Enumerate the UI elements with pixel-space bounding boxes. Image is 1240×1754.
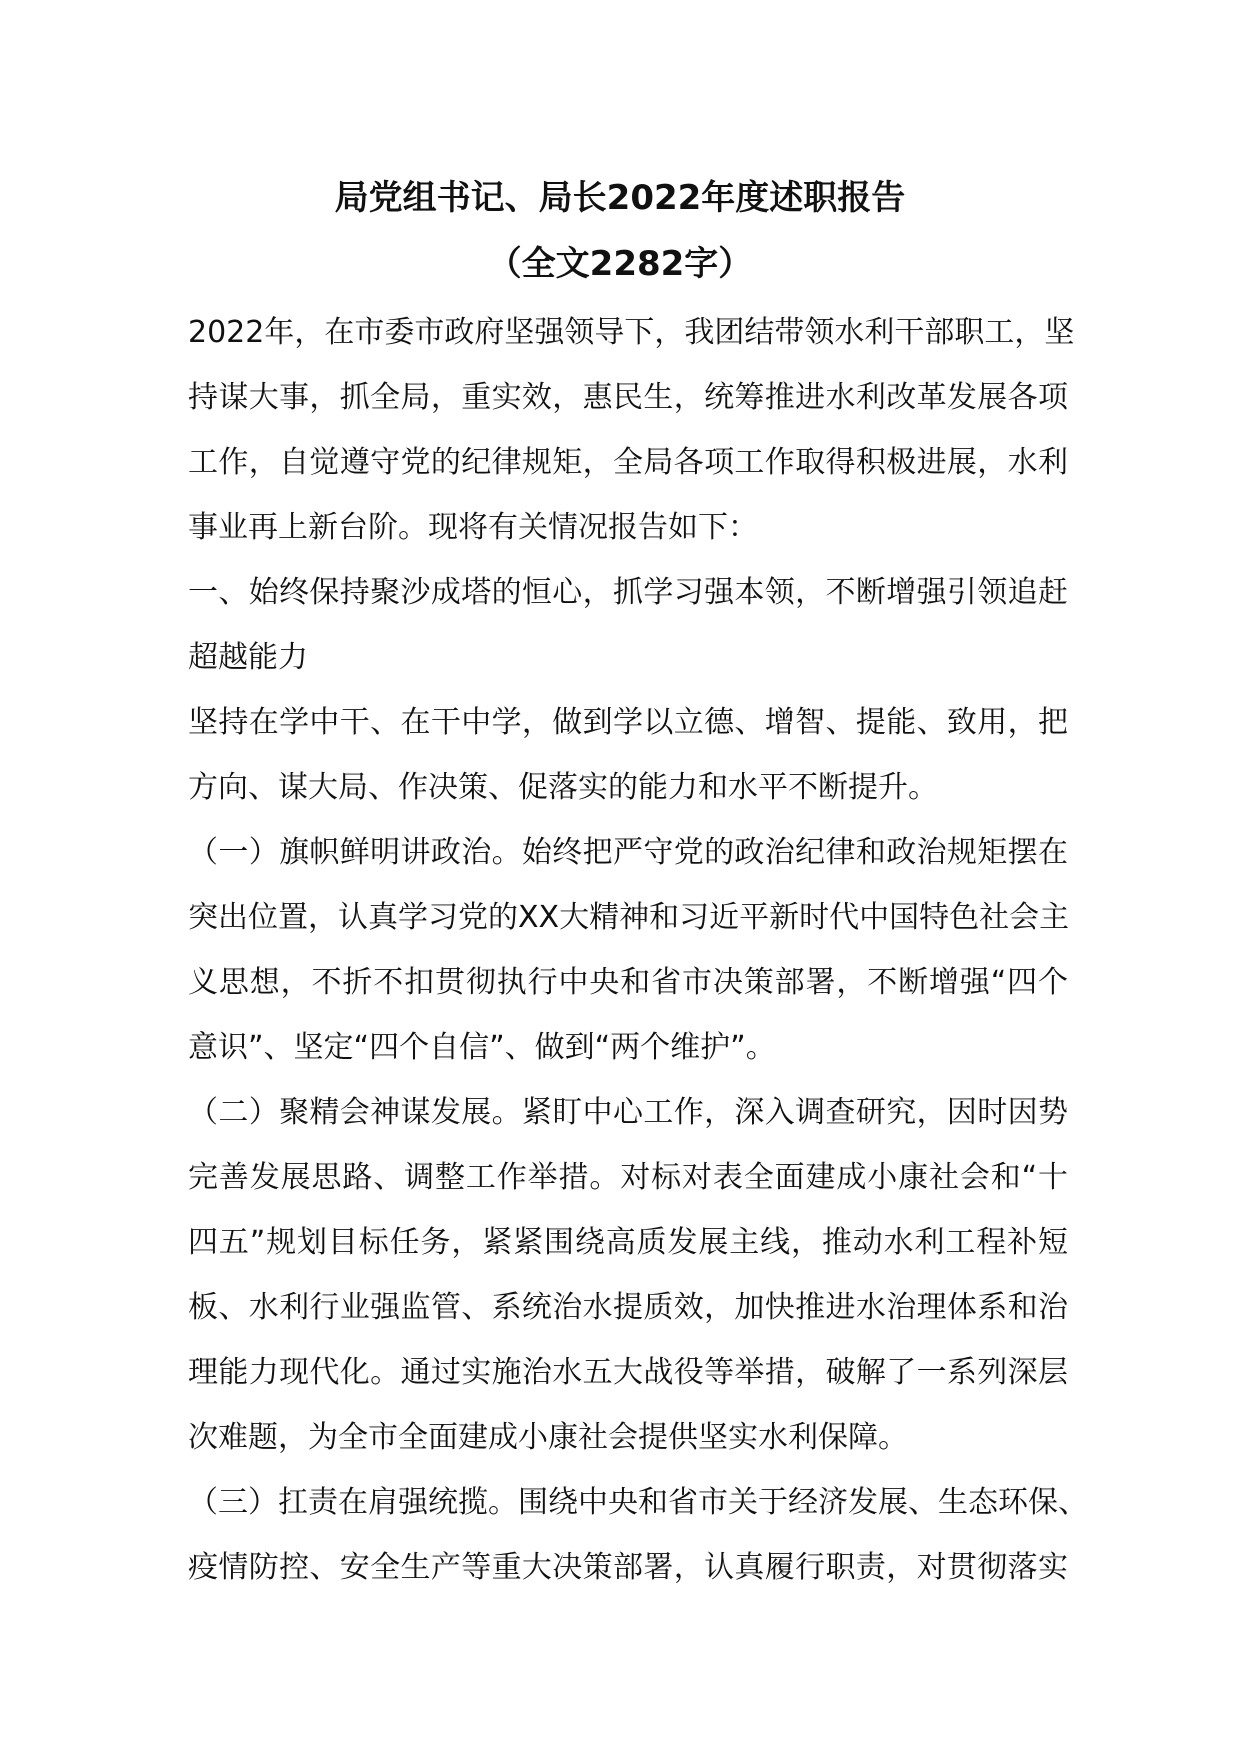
document-title: 局党组书记、局长2022年度述职报告 xyxy=(334,178,906,218)
text-line: 坚持在学中干、在干中学，做到学以立德、增智、提能、致用，把 xyxy=(188,705,1068,740)
text-line: 完善发展思路、调整工作举措。对标对表全面建成小康社会和“十 xyxy=(188,1160,1068,1195)
text-line: 板、水利行业强监管、系统治水提质效，加快推进水治理体系和治 xyxy=(188,1290,1068,1325)
text-line: 疫情防控、安全生产等重大决策部署，认真履行职责，对贯彻落实 xyxy=(188,1550,1068,1585)
text-line: 理能力现代化。通过实施治水五大战役等举措，破解了一系列深层 xyxy=(188,1355,1068,1390)
text-line: （一）旗帜鲜明讲政治。始终把严守党的政治纪律和政治规矩摆在 xyxy=(188,835,1068,870)
document-body xyxy=(188,300,1088,1600)
text-line: （三）扛责在肩强统揽。围绕中央和省市关于经济发展、生态环保、 xyxy=(188,1485,1088,1520)
text-line: 义思想，不折不扣贯彻执行中央和省市决策部署，不断增强“四个 xyxy=(188,965,1068,1000)
text-line: 方向、谋大局、作决策、促落实的能力和水平不断提升。 xyxy=(188,770,938,805)
text-line: （二）聚精会神谋发展。紧盯中心工作，深入调查研究，因时因势 xyxy=(188,1095,1068,1130)
section-heading-line: 一、始终保持聚沙成塔的恒心，抓学习强本领，不断增强引领追赶 xyxy=(188,575,1068,610)
document-subtitle: （全文2282字） xyxy=(487,244,753,284)
text-line: 突出位置，认真学习党的XX大精神和习近平新时代中国特色社会主 xyxy=(188,900,1070,935)
section-heading-line: 超越能力 xyxy=(188,640,308,675)
text-line: 工作，自觉遵守党的纪律规矩，全局各项工作取得积极进展，水利 xyxy=(188,445,1068,480)
text-line: 事业再上新台阶。现将有关情况报告如下： xyxy=(188,510,758,545)
text-line: 次难题，为全市全面建成小康社会提供坚实水利保障。 xyxy=(188,1420,908,1455)
text-line: 四五”规划目标任务，紧紧围绕高质发展主线，推动水利工程补短 xyxy=(188,1225,1068,1260)
text-line: 2022年，在市委市政府坚强领导下，我团结带领水利干部职工，坚 xyxy=(188,315,1075,350)
text-line: 意识”、坚定“四个自信”、做到“两个维护”。 xyxy=(188,1030,776,1065)
text-line: 持谋大事，抓全局，重实效，惠民生，统筹推进水利改革发展各项 xyxy=(188,380,1068,415)
